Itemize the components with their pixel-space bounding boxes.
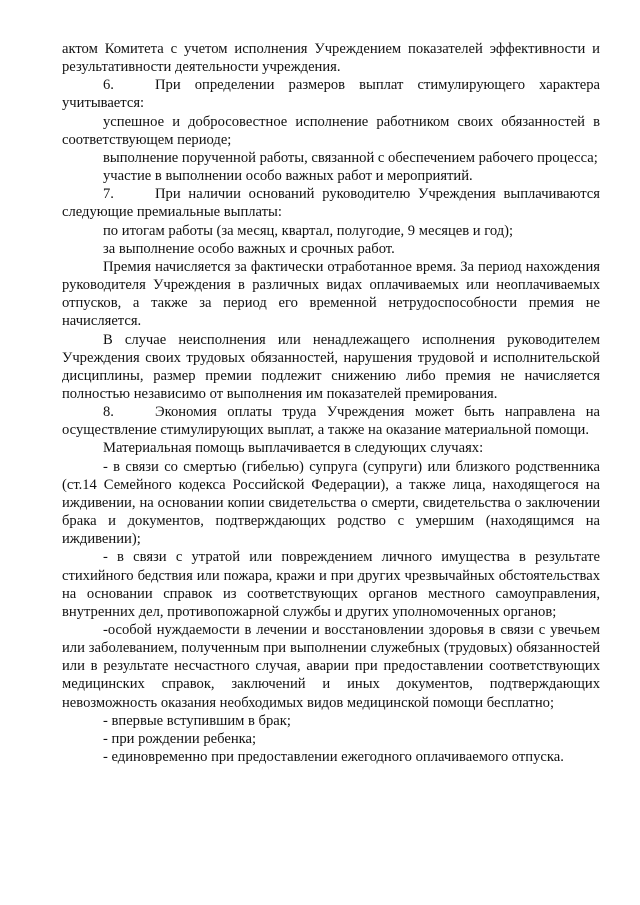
paragraph-continuation: актом Комитета с учетом исполнения Учреждением показателей эффективности и результативности деятельности учреждения.: [62, 41, 600, 76]
paragraph-criterion-3: участие в выполнении особо важных работ и мероприятий.: [103, 168, 473, 185]
paragraph-aid-vacation: - единовременно при предоставлении ежегодного оплачиваемого отпуска.: [103, 749, 564, 766]
paragraph-criterion-1: успешное и добросовестное исполнение работником своих обязанностей в соответствующем периоде;: [62, 113, 600, 148]
paragraph-aid-health: -особой нуждаемости в лечении и восстановлении здоровья в связи с увечьем или заболеванием, полученным при выполнении служебных (трудовых) обязанностей или в результате несчастного случая, аварии при предоставлении соответствующих медицинских справок, заключений и иных документов, подтверждающих невозможность оказания необходимых видов медицинской помощи бесплатно;: [62, 622, 600, 711]
paragraph-bonus-time: Премия начисляется за фактически отработанное время. За период нахождения руководителя Учреждения в различных видах оплачиваемых или неоплачиваемых отпусков, а также за период его временной нетрудоспособности премия не начисляется.: [62, 258, 600, 330]
paragraph-bonus-reduction: В случае неисполнения или ненадлежащего исполнения руководителем Учреждения своих трудовых обязанностей, нарушения трудовой и исполнительской дисциплины, размер премии подлежит снижению либо премия не начисляется полностью независимо от выполнения им показателей премирования.: [62, 331, 600, 402]
paragraph-7-text: При наличии оснований руководителю Учреждения выплачиваются следующие премиальные выплаты:: [62, 186, 600, 221]
paragraph-aid-intro: Материальная помощь выплачивается в следующих случаях:: [103, 440, 484, 457]
item-number-8: 8.: [103, 404, 114, 421]
item-number-6: 6.: [103, 77, 114, 94]
paragraph-8-text: Экономия оплаты труда Учреждения может быть направлена на осуществление стимулирующих выплат, а также на оказание материальной помощи.: [62, 404, 600, 439]
paragraph-aid-death: - в связи со смертью (гибелью) супруга (супруги) или близкого родственника (ст.14 Семейного кодекса Российской Федерации), а также лица, находящегося на иждивении, на основании копии свидетельства о смерти, свидетельства о заключении брака и документов, подтверждающих родство с умершим (находящимся на иждивении);: [62, 458, 600, 548]
paragraph-bonus-1: по итогам работы (за месяц, квартал, полугодие, 9 месяцев и год);: [103, 222, 514, 239]
paragraph-aid-property: - в связи с утратой или повреждением личного имущества в результате стихийного бедствия или пожара, кражи и при других чрезвычайных обстоятельствах на основании справок из соответствующих органов местного самоуправления, внутренних дел, противопожарной службы и других уполномоченных органов;: [62, 549, 600, 620]
paragraph-bonus-2: за выполнение особо важных и срочных работ.: [103, 240, 395, 257]
item-number-7: 7.: [103, 186, 114, 203]
paragraph-7: [62, 185, 600, 221]
paragraph-aid-birth: - при рождении ребенка;: [103, 730, 257, 747]
document-body: [62, 40, 600, 766]
paragraph-8: [62, 403, 600, 439]
paragraph-6: [62, 76, 600, 112]
paragraph-6-text: При определении размеров выплат стимулирующего характера учитывается:: [62, 77, 600, 112]
paragraph-criterion-2: выполнение порученной работы, связанной с обеспечением рабочего процесса;: [103, 149, 598, 166]
paragraph-aid-marriage: - впервые вступившим в брак;: [103, 712, 291, 729]
